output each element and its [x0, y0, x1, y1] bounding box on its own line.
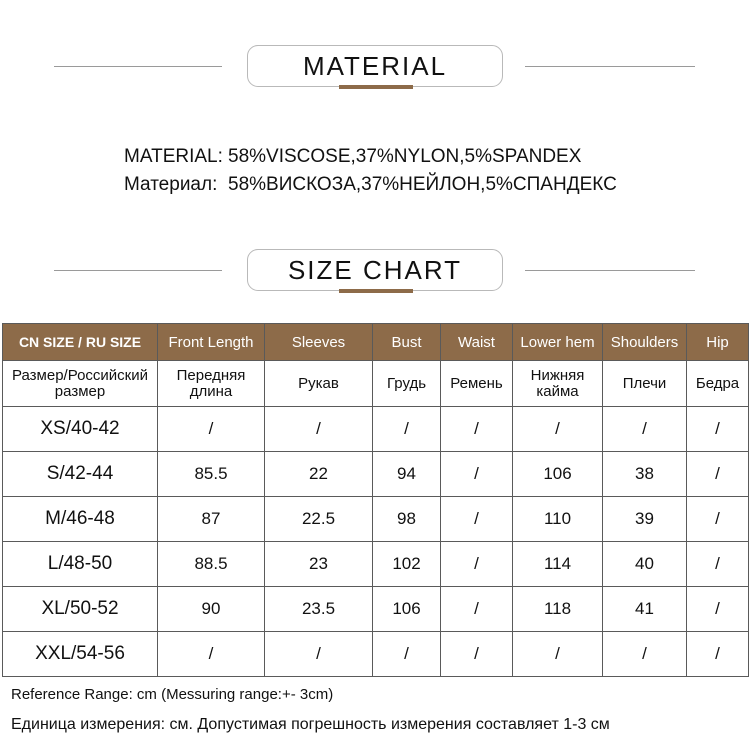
divider-right — [525, 66, 695, 67]
reference-range-note: Reference Range: cm (Messuring range:+- 3cm) — [11, 686, 334, 703]
material-value-en: 58%VISCOSE,37%NYLON,5%SPANDEX — [228, 146, 582, 167]
material-title-pill — [247, 45, 503, 87]
header-cell: Front Length — [158, 324, 265, 361]
header-cell: Waist — [441, 324, 513, 361]
measurement-cell: / — [603, 632, 687, 677]
size-table-body — [3, 407, 749, 677]
header-cell: Нижняя кайма — [513, 361, 603, 407]
measurement-cell: 23.5 — [265, 587, 373, 632]
material-label-en: MATERIAL: — [124, 146, 223, 167]
measurement-cell: 40 — [603, 542, 687, 587]
size-chart-header — [0, 249, 750, 295]
measurement-cell: / — [513, 407, 603, 452]
table-row — [3, 587, 749, 632]
measurement-cell: / — [265, 407, 373, 452]
header-cell: Плечи — [603, 361, 687, 407]
measurement-cell: / — [441, 497, 513, 542]
measurement-cell: 114 — [513, 542, 603, 587]
measurement-cell: 88.5 — [158, 542, 265, 587]
header-cell: Hip — [687, 324, 749, 361]
title-underline — [339, 85, 413, 89]
measurement-cell: / — [441, 587, 513, 632]
measurement-cell: / — [687, 542, 749, 587]
measurement-cell: 22.5 — [265, 497, 373, 542]
size-chart-title-pill — [247, 249, 503, 291]
material-title: MATERIAL — [302, 50, 448, 81]
measurement-cell: 39 — [603, 497, 687, 542]
size-chart-title: SIZE CHART — [287, 254, 463, 285]
measurement-cell: / — [441, 632, 513, 677]
header-cell: Передняя длина — [158, 361, 265, 407]
size-cell: S/42-44 — [3, 452, 158, 497]
measurement-cell: 38 — [603, 452, 687, 497]
header-cell: Рукав — [265, 361, 373, 407]
material-line-en — [124, 143, 617, 171]
measurement-cell: / — [603, 407, 687, 452]
measurement-cell: / — [441, 542, 513, 587]
table-row — [3, 452, 749, 497]
measurement-cell: / — [513, 632, 603, 677]
header-cell: Bust — [373, 324, 441, 361]
size-cell: M/46-48 — [3, 497, 158, 542]
header-cell: Lower hem — [513, 324, 603, 361]
measurement-cell: / — [158, 407, 265, 452]
header-cell: Бедра — [687, 361, 749, 407]
measurement-note-ru: Единица измерения: см. Допустимая погрешность измерения составляет 1-3 см — [11, 716, 610, 733]
header-row-ru — [3, 361, 749, 407]
measurement-cell: 106 — [373, 587, 441, 632]
measurement-cell: 41 — [603, 587, 687, 632]
title-underline — [339, 289, 413, 293]
material-label-ru: Материал: — [124, 174, 218, 195]
measurement-cell: 22 — [265, 452, 373, 497]
measurement-cell: 94 — [373, 452, 441, 497]
measurement-cell: / — [687, 407, 749, 452]
measurement-cell: 23 — [265, 542, 373, 587]
table-row — [3, 407, 749, 452]
measurement-cell: 102 — [373, 542, 441, 587]
table-row — [3, 497, 749, 542]
header-row-en — [3, 324, 749, 361]
measurement-cell: / — [687, 452, 749, 497]
material-line-ru — [124, 171, 617, 199]
divider-right — [525, 270, 695, 271]
measurement-cell: / — [441, 452, 513, 497]
measurement-cell: / — [687, 632, 749, 677]
size-cell: L/48-50 — [3, 542, 158, 587]
header-cell: Грудь — [373, 361, 441, 407]
material-value-ru: 58%ВИСКОЗА,37%НЕЙЛОН,5%СПАНДЕКС — [228, 174, 617, 195]
material-composition — [124, 143, 617, 199]
header-cell: Ремень — [441, 361, 513, 407]
size-cell: XXL/54-56 — [3, 632, 158, 677]
header-cell: Shoulders — [603, 324, 687, 361]
divider-left — [54, 270, 222, 271]
size-chart-table — [2, 323, 749, 677]
measurement-cell: 98 — [373, 497, 441, 542]
material-header — [0, 45, 750, 91]
measurement-cell: / — [441, 407, 513, 452]
measurement-cell: 90 — [158, 587, 265, 632]
header-cell: Размер/Российский размер — [3, 361, 158, 407]
measurement-cell: 118 — [513, 587, 603, 632]
size-cell: XL/50-52 — [3, 587, 158, 632]
measurement-cell: / — [687, 587, 749, 632]
measurement-cell: / — [373, 632, 441, 677]
table-row — [3, 542, 749, 587]
header-cell: CN SIZE / RU SIZE — [3, 324, 158, 361]
table-row — [3, 632, 749, 677]
measurement-cell: / — [158, 632, 265, 677]
measurement-cell: / — [687, 497, 749, 542]
size-cell: XS/40-42 — [3, 407, 158, 452]
measurement-cell: / — [265, 632, 373, 677]
measurement-cell: 85.5 — [158, 452, 265, 497]
header-cell: Sleeves — [265, 324, 373, 361]
measurement-cell: 87 — [158, 497, 265, 542]
measurement-cell: / — [373, 407, 441, 452]
measurement-cell: 106 — [513, 452, 603, 497]
divider-left — [54, 66, 222, 67]
measurement-cell: 110 — [513, 497, 603, 542]
